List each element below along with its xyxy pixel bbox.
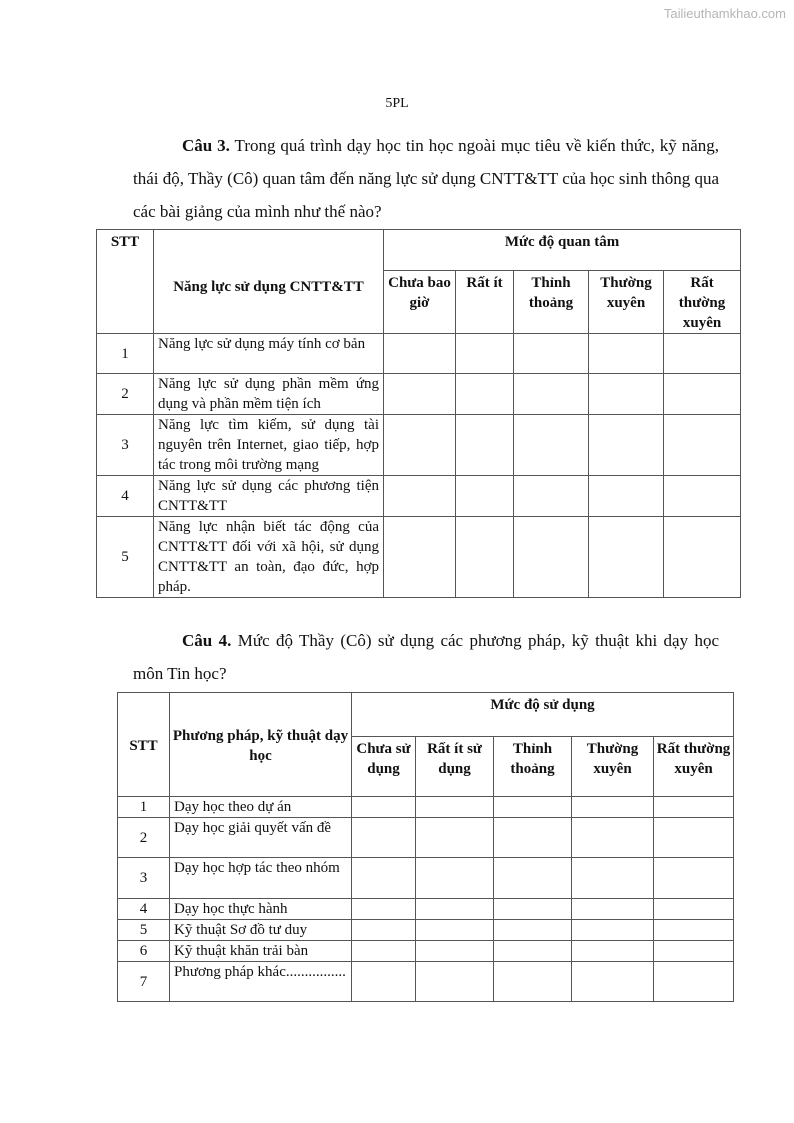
answer-cell[interactable] [654, 858, 734, 899]
answer-cell[interactable] [589, 517, 664, 598]
answer-cell[interactable] [654, 899, 734, 920]
answer-cell[interactable] [654, 818, 734, 858]
answer-cell[interactable] [352, 941, 416, 962]
row-label: Năng lực sử dụng các phương tiện CNTT&TT [154, 476, 384, 517]
row-number: 4 [118, 899, 170, 920]
page-number: 5PL [385, 96, 409, 111]
answer-cell[interactable] [352, 797, 416, 818]
answer-cell[interactable] [416, 858, 494, 899]
answer-cell[interactable] [664, 415, 741, 476]
row-number: 2 [118, 818, 170, 858]
header-stt: STT [118, 693, 170, 797]
answer-cell[interactable] [654, 962, 734, 1002]
answer-cell[interactable] [456, 415, 514, 476]
table-row [118, 858, 734, 899]
answer-cell[interactable] [664, 476, 741, 517]
answer-cell[interactable] [572, 899, 654, 920]
answer-cell[interactable] [514, 517, 589, 598]
answer-cell[interactable] [654, 797, 734, 818]
table-row [118, 818, 734, 858]
table-row [118, 899, 734, 920]
header-level: Chưa sử dụng [352, 737, 416, 797]
row-label: Dạy học theo dự án [170, 797, 352, 818]
header-level: Rất thường xuyên [654, 737, 734, 797]
answer-cell[interactable] [589, 374, 664, 415]
watermark: Tailieuthamkhao.com [663, 6, 786, 21]
row-label: Năng lực sử dụng phần mềm ứng dụng và phần mềm tiện ích [154, 374, 384, 415]
question-4-text: Mức độ Thầy (Cô) sử dụng các phương pháp, kỹ thuật khi dạy học môn Tin học? [133, 631, 719, 683]
answer-cell[interactable] [416, 818, 494, 858]
answer-cell[interactable] [384, 415, 456, 476]
answer-cell[interactable] [589, 476, 664, 517]
answer-cell[interactable] [494, 797, 572, 818]
header-stt: STT [97, 230, 154, 334]
header-level: Chưa bao giờ [384, 271, 456, 334]
header-level-group: Mức độ quan tâm [384, 230, 741, 271]
answer-cell[interactable] [456, 374, 514, 415]
table-row [97, 476, 741, 517]
row-label: Dạy học hợp tác theo nhóm [170, 858, 352, 899]
answer-cell[interactable] [456, 334, 514, 374]
row-label: Năng lực tìm kiếm, sử dụng tài nguyên trên Internet, giao tiếp, hợp tác trong môi trường mạng [154, 415, 384, 476]
header-item: Năng lực sử dụng CNTT&TT [154, 230, 384, 334]
answer-cell[interactable] [352, 920, 416, 941]
answer-cell[interactable] [572, 858, 654, 899]
question-4 [133, 624, 719, 690]
row-number: 5 [97, 517, 154, 598]
header-level: Thỉnh thoảng [514, 271, 589, 334]
answer-cell[interactable] [514, 476, 589, 517]
answer-cell[interactable] [352, 858, 416, 899]
header-level-group: Mức độ sử dụng [352, 693, 734, 737]
answer-cell[interactable] [494, 962, 572, 1002]
answer-cell[interactable] [352, 962, 416, 1002]
answer-cell[interactable] [456, 476, 514, 517]
row-label: Phương pháp khác................ [170, 962, 352, 1002]
answer-cell[interactable] [589, 415, 664, 476]
answer-cell[interactable] [654, 941, 734, 962]
table-row [118, 797, 734, 818]
answer-cell[interactable] [514, 415, 589, 476]
answer-cell[interactable] [494, 899, 572, 920]
answer-cell[interactable] [456, 517, 514, 598]
answer-cell[interactable] [572, 818, 654, 858]
question-3 [133, 129, 719, 228]
answer-cell[interactable] [664, 517, 741, 598]
row-label: Năng lực nhận biết tác động của CNTT&TT đối với xã hội, sử dụng CNTT&TT an toàn, đạo đức, hợp pháp. [154, 517, 384, 598]
row-number: 1 [97, 334, 154, 374]
question-3-text: Trong quá trình dạy học tin học ngoài mục tiêu về kiến thức, kỹ năng, thái độ, Thầy (Cô) quan tâm đến năng lực sử dụng CNTT&TT của học sinh thông qua các bài giảng của mình như thế nào? [133, 136, 719, 221]
answer-cell[interactable] [572, 920, 654, 941]
answer-cell[interactable] [589, 334, 664, 374]
answer-cell[interactable] [572, 941, 654, 962]
row-label: Năng lực sử dụng máy tính cơ bản [154, 334, 384, 374]
table-row [97, 415, 741, 476]
answer-cell[interactable] [416, 941, 494, 962]
answer-cell[interactable] [384, 517, 456, 598]
answer-cell[interactable] [664, 334, 741, 374]
header-level: Thường xuyên [572, 737, 654, 797]
row-number: 7 [118, 962, 170, 1002]
header-level: Rất thường xuyên [664, 271, 741, 334]
answer-cell[interactable] [514, 374, 589, 415]
answer-cell[interactable] [572, 797, 654, 818]
table-row [118, 941, 734, 962]
table-row [118, 962, 734, 1002]
row-number: 6 [118, 941, 170, 962]
row-label: Kỹ thuật Sơ đồ tư duy [170, 920, 352, 941]
header-level: Rất ít [456, 271, 514, 334]
row-number: 4 [97, 476, 154, 517]
answer-cell[interactable] [494, 920, 572, 941]
row-label: Kỹ thuật khăn trải bàn [170, 941, 352, 962]
question-3-label: Câu 3. [182, 136, 230, 155]
row-number: 3 [118, 858, 170, 899]
answer-cell[interactable] [384, 374, 456, 415]
table-row [97, 517, 741, 598]
row-number: 1 [118, 797, 170, 818]
answer-cell[interactable] [384, 476, 456, 517]
answer-cell[interactable] [664, 374, 741, 415]
answer-cell[interactable] [494, 818, 572, 858]
row-number: 5 [118, 920, 170, 941]
answer-cell[interactable] [494, 941, 572, 962]
row-number: 3 [97, 415, 154, 476]
answer-cell[interactable] [494, 858, 572, 899]
table-row [97, 334, 741, 374]
answer-cell[interactable] [416, 920, 494, 941]
answer-cell[interactable] [416, 962, 494, 1002]
table-row [118, 920, 734, 941]
header-item: Phương pháp, kỹ thuật dạy học [170, 693, 352, 797]
answer-cell[interactable] [416, 797, 494, 818]
row-number: 2 [97, 374, 154, 415]
table-row [97, 374, 741, 415]
answer-cell[interactable] [384, 334, 456, 374]
answer-cell[interactable] [416, 899, 494, 920]
answer-cell[interactable] [352, 818, 416, 858]
table-question-4 [117, 692, 734, 1002]
answer-cell[interactable] [572, 962, 654, 1002]
row-label: Dạy học giải quyết vấn đề [170, 818, 352, 858]
table-question-3 [96, 229, 741, 598]
row-label: Dạy học thực hành [170, 899, 352, 920]
question-4-label: Câu 4. [182, 631, 232, 650]
answer-cell[interactable] [352, 899, 416, 920]
answer-cell[interactable] [514, 334, 589, 374]
header-level: Thỉnh thoảng [494, 737, 572, 797]
header-level: Rất ít sử dụng [416, 737, 494, 797]
answer-cell[interactable] [654, 920, 734, 941]
header-level: Thường xuyên [589, 271, 664, 334]
